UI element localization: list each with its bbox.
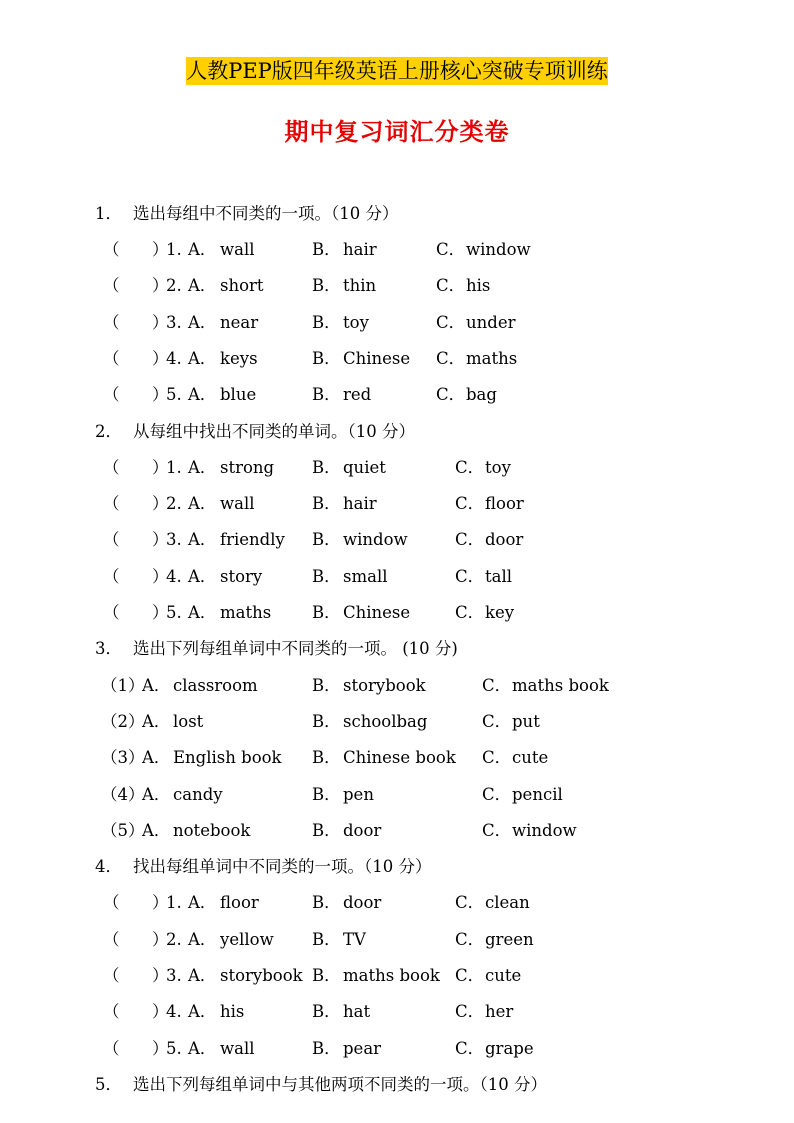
option-a-word: short	[220, 276, 264, 295]
question-text: 从每组中找出不同类的单词。（10 分）	[133, 422, 415, 441]
item-number: （2）	[101, 712, 145, 731]
option-b-label: B．	[312, 1039, 341, 1058]
option-b-label: B．	[312, 494, 341, 513]
option-c-word: grape	[485, 1039, 534, 1058]
answer-blank-close: ）	[152, 276, 169, 295]
option-a-label: A．	[188, 458, 217, 477]
answer-blank-open[interactable]: （	[103, 966, 120, 985]
option-a-word: keys	[220, 349, 258, 368]
option-a-label: A．	[188, 494, 217, 513]
option-a-label: A．	[142, 676, 171, 695]
option-c-label: C．	[455, 930, 485, 949]
option-a-word: wall	[220, 240, 255, 259]
option-c-label: C．	[482, 676, 512, 695]
answer-blank-close: ）	[152, 458, 169, 477]
option-b-word: storybook	[343, 676, 426, 695]
option-c-label: C．	[455, 567, 485, 586]
answer-blank-open[interactable]: （	[103, 893, 120, 912]
option-c-word: clean	[485, 893, 530, 912]
option-c-word: window	[466, 240, 531, 259]
option-a-label: A．	[188, 603, 217, 622]
option-b-word: TV	[343, 930, 366, 949]
option-b-label: B．	[312, 712, 341, 731]
answer-blank-open[interactable]: （	[103, 530, 120, 549]
header-title	[0, 53, 794, 89]
option-a-word: near	[220, 313, 259, 332]
option-b-word: door	[343, 893, 382, 912]
option-b-word: Chinese	[343, 603, 411, 622]
option-b-label: B．	[312, 567, 341, 586]
answer-blank-open[interactable]: （	[103, 930, 120, 949]
answer-blank-close: ）	[152, 530, 169, 549]
option-c-label: C．	[455, 603, 485, 622]
option-c-label: C．	[482, 712, 512, 731]
answer-blank-close: ）	[152, 930, 169, 949]
answer-blank-close: ）	[152, 240, 169, 259]
item-number: （1）	[101, 676, 145, 695]
option-a-label: A．	[188, 240, 217, 259]
option-a-word: candy	[173, 785, 223, 804]
option-b-word: toy	[343, 313, 369, 332]
option-b-word: hair	[343, 494, 377, 513]
option-b-word: schoolbag	[343, 712, 428, 731]
option-c-label: C．	[455, 1039, 485, 1058]
option-c-label: C．	[436, 385, 466, 404]
option-a-word: lost	[173, 712, 204, 731]
option-c-word: put	[512, 712, 540, 731]
option-b-label: B．	[312, 530, 341, 549]
option-a-word: blue	[220, 385, 257, 404]
option-b-word: door	[343, 821, 382, 840]
option-a-label: A．	[188, 276, 217, 295]
option-b-label: B．	[312, 785, 341, 804]
question-number: 3．	[95, 639, 122, 658]
option-c-word: tall	[485, 567, 513, 586]
item-number: （5）	[101, 821, 145, 840]
answer-blank-open[interactable]: （	[103, 313, 120, 332]
option-c-word: bag	[466, 385, 497, 404]
question-number: 2．	[95, 422, 122, 441]
item-number: （3）	[101, 748, 145, 767]
question-number: 5．	[95, 1075, 122, 1094]
option-b-label: B．	[312, 676, 341, 695]
option-a-word: his	[220, 1002, 245, 1021]
option-c-word: under	[466, 313, 516, 332]
item-number: 3.	[166, 530, 182, 549]
answer-blank-open[interactable]: （	[103, 349, 120, 368]
answer-blank-open[interactable]: （	[103, 458, 120, 477]
option-b-word: pen	[343, 785, 374, 804]
item-number: 3.	[166, 313, 182, 332]
answer-blank-close: ）	[152, 966, 169, 985]
answer-blank-open[interactable]: （	[103, 385, 120, 404]
option-c-label: C．	[455, 530, 485, 549]
option-b-label: B．	[312, 930, 341, 949]
option-a-label: A．	[188, 1002, 217, 1021]
item-number: 2.	[166, 494, 182, 513]
option-a-word: story	[220, 567, 263, 586]
question-number: 1．	[95, 204, 122, 223]
option-b-word: Chinese book	[343, 748, 456, 767]
option-c-word: cute	[485, 966, 522, 985]
option-c-label: C．	[455, 458, 485, 477]
option-b-word: quiet	[343, 458, 386, 477]
answer-blank-close: ）	[152, 349, 169, 368]
answer-blank-open[interactable]: （	[103, 1002, 120, 1021]
option-a-label: A．	[142, 785, 171, 804]
option-b-word: maths book	[343, 966, 440, 985]
option-b-label: B．	[312, 603, 341, 622]
item-number: 5.	[166, 603, 182, 622]
answer-blank-close: ）	[152, 893, 169, 912]
option-c-label: C．	[436, 276, 466, 295]
option-b-label: B．	[312, 893, 341, 912]
option-a-word: maths	[220, 603, 272, 622]
option-c-label: C．	[482, 821, 512, 840]
option-b-word: small	[343, 567, 388, 586]
question-text: 选出下列每组单词中不同类的一项。 (10 分)	[133, 639, 458, 658]
answer-blank-open[interactable]: （	[103, 494, 120, 513]
option-b-label: B．	[312, 748, 341, 767]
option-c-word: pencil	[512, 785, 563, 804]
option-c-word: key	[485, 603, 515, 622]
answer-blank-close: ）	[152, 567, 169, 586]
option-b-word: Chinese	[343, 349, 411, 368]
question-text: 选出下列每组单词中与其他两项不同类的一项。（10 分）	[133, 1075, 547, 1094]
option-b-word: pear	[343, 1039, 382, 1058]
answer-blank-open[interactable]: （	[103, 240, 120, 259]
option-c-label: C．	[455, 966, 485, 985]
option-a-word: storybook	[220, 966, 303, 985]
answer-blank-close: ）	[152, 313, 169, 332]
option-a-word: notebook	[173, 821, 251, 840]
item-number: 1.	[166, 893, 182, 912]
option-a-word: classroom	[173, 676, 258, 695]
item-number: 1.	[166, 458, 182, 477]
option-b-label: B．	[312, 821, 341, 840]
option-c-word: maths	[466, 349, 518, 368]
option-c-word: his	[466, 276, 491, 295]
option-a-label: A．	[188, 1039, 217, 1058]
question-text: 找出每组单词中不同类的一项。（10 分）	[133, 857, 432, 876]
option-b-label: B．	[312, 1002, 341, 1021]
option-a-word: floor	[220, 893, 259, 912]
option-c-word: floor	[485, 494, 524, 513]
answer-blank-close: ）	[152, 603, 169, 622]
item-number: 5.	[166, 1039, 182, 1058]
answer-blank-open[interactable]: （	[103, 1039, 120, 1058]
item-number: 3.	[166, 966, 182, 985]
option-c-label: C．	[455, 893, 485, 912]
answer-blank-open[interactable]: （	[103, 567, 120, 586]
option-c-word: cute	[512, 748, 549, 767]
option-b-word: hat	[343, 1002, 371, 1021]
item-number: 4.	[166, 567, 182, 586]
option-b-word: thin	[343, 276, 377, 295]
option-a-label: A．	[142, 821, 171, 840]
option-a-label: A．	[188, 966, 217, 985]
answer-blank-open[interactable]: （	[103, 276, 120, 295]
answer-blank-close: ）	[152, 1002, 169, 1021]
option-c-label: C．	[436, 349, 466, 368]
question-text: 选出每组中不同类的一项。（10 分）	[133, 204, 399, 223]
option-a-word: strong	[220, 458, 275, 477]
option-a-label: A．	[188, 567, 217, 586]
option-c-word: door	[485, 530, 524, 549]
option-b-word: hair	[343, 240, 377, 259]
answer-blank-open[interactable]: （	[103, 603, 120, 622]
option-b-label: B．	[312, 458, 341, 477]
option-a-word: yellow	[220, 930, 274, 949]
option-a-label: A．	[188, 930, 217, 949]
item-number: （4）	[101, 785, 145, 804]
answer-blank-close: ）	[152, 385, 169, 404]
item-number: 5.	[166, 385, 182, 404]
option-a-word: wall	[220, 494, 255, 513]
option-a-label: A．	[188, 893, 217, 912]
option-c-label: C．	[436, 313, 466, 332]
option-c-word: her	[485, 1002, 514, 1021]
page-subtitle: 期中复习词汇分类卷	[284, 118, 510, 146]
option-c-label: C．	[455, 1002, 485, 1021]
question-number: 4．	[95, 857, 122, 876]
option-a-label: A．	[188, 385, 217, 404]
option-b-label: B．	[312, 385, 341, 404]
option-a-label: A．	[142, 748, 171, 767]
answer-blank-close: ）	[152, 1039, 169, 1058]
option-c-label: C．	[455, 494, 485, 513]
option-a-label: A．	[188, 313, 217, 332]
option-b-label: B．	[312, 313, 341, 332]
option-c-label: C．	[436, 240, 466, 259]
option-c-word: green	[485, 930, 534, 949]
item-number: 2.	[166, 276, 182, 295]
option-a-label: A．	[188, 530, 217, 549]
option-c-word: toy	[485, 458, 511, 477]
option-b-label: B．	[312, 276, 341, 295]
option-a-label: A．	[142, 712, 171, 731]
option-c-word: maths book	[512, 676, 609, 695]
option-c-word: window	[512, 821, 577, 840]
option-a-word: English book	[173, 748, 282, 767]
option-c-label: C．	[482, 748, 512, 767]
option-a-word: wall	[220, 1039, 255, 1058]
option-b-label: B．	[312, 349, 341, 368]
item-number: 1.	[166, 240, 182, 259]
option-a-label: A．	[188, 349, 217, 368]
option-b-word: window	[343, 530, 408, 549]
option-b-label: B．	[312, 966, 341, 985]
option-b-word: red	[343, 385, 372, 404]
option-c-label: C．	[482, 785, 512, 804]
item-number: 4.	[166, 349, 182, 368]
header-title-text: 人教PEP版四年级英语上册核心突破专项训练	[186, 59, 608, 83]
option-a-word: friendly	[220, 530, 285, 549]
item-number: 4.	[166, 1002, 182, 1021]
item-number: 2.	[166, 930, 182, 949]
option-b-label: B．	[312, 240, 341, 259]
answer-blank-close: ）	[152, 494, 169, 513]
